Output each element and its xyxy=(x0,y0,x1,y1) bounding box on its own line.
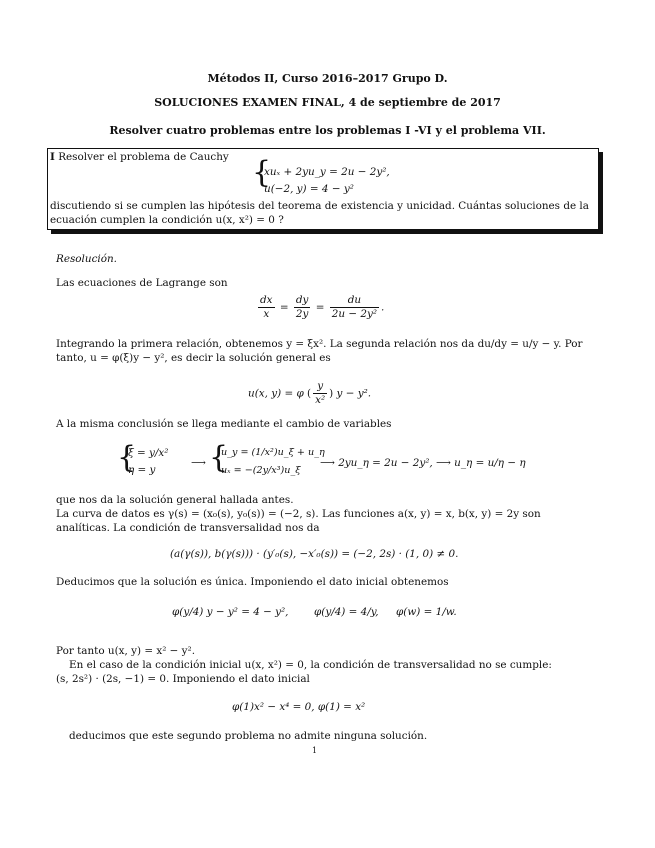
resolution-heading: Resolución. xyxy=(56,253,117,265)
problem-text-line-2: ecuación cumplen la condición u(x, x²) = 0 ? xyxy=(50,214,284,226)
unique-line: Deducimos que la solución es única. Imponiendo el dato inicial obtenemos xyxy=(56,576,449,588)
initial-equation-3: φ(w) = 1/w. xyxy=(396,606,457,618)
general-solution: u(x, y) = φ ( $\frac{y}{\text{x²}}$ ) y − y². xyxy=(248,380,372,406)
transversality-equation: (a(γ(s)), b(γ(s))) · (y′₀(s), −x′₀(s)) = (−2, 2s) · (1, 0) ≠ 0. xyxy=(170,548,459,560)
initial-equation-2: φ(y/4) = 4/y, xyxy=(314,606,379,618)
conclusion-line: deducimos que este segundo problema no admite ninguna solución. xyxy=(69,730,428,742)
lagrange-equations: $\frac{dx}{x}$ = $\frac{dy}{2y}$ = $\frac{du}{\text{2u − 2y²}}$ . xyxy=(260,294,385,320)
integrating-line-1: Integrando la primera relación, obtenemos y = ξx². La segunda relación nos da du/dy = u/y − y. Por xyxy=(56,338,583,350)
problem-intro: Resolver el problema de Cauchy xyxy=(58,151,229,163)
integrating-line-2: tanto, u = φ(ξ)y − y², es decir la solución general es xyxy=(56,352,331,364)
problem-number: I xyxy=(50,151,55,163)
second-case-line-1: En el caso de la condición inicial u(x, x²) = 0, la condición de transversalidad no se cumple: xyxy=(69,659,552,671)
cauchy-equation-1: xuₓ + 2yu_y = 2u − 2y², xyxy=(264,166,390,178)
change-intro: A la misma conclusión se llega mediante el cambio de variables xyxy=(56,418,392,430)
change-system-2a: u_y = (1/x²)u_ξ + u_η xyxy=(221,447,325,458)
curve-line-2: analíticas. La condición de transversalidad nos da xyxy=(56,522,320,534)
change-system-2b: uₓ = −(2y/x³)u_ξ xyxy=(221,465,301,476)
second-case-line-2: (s, 2s²) · (2s, −1) = 0. Imponiendo el dato inicial xyxy=(56,673,310,685)
change-brace-2: { xyxy=(209,440,229,475)
problem-statement-intro xyxy=(50,151,229,163)
document-title: Métodos II, Curso 2016–2017 Grupo D. xyxy=(207,72,448,85)
change-brace-1: { xyxy=(117,440,137,475)
problem-text-line-1: discutiendo si se cumplen las hipótesis del teorema de existencia y unicidad. Cuántas soluciones de la xyxy=(50,200,589,212)
change-result: ⟶ 2yu_η = 2u − 2y², ⟶ u_η = u/η − η xyxy=(320,457,526,469)
therefore-line: Por tanto u(x, y) = x² − y². xyxy=(56,645,196,657)
lagrange-intro: Las ecuaciones de Lagrange son xyxy=(56,277,228,289)
page-number: 1 xyxy=(312,746,318,755)
change-system-1a: ξ = y/x² xyxy=(128,447,169,459)
curve-line-1: La curva de datos es γ(s) = (x₀(s), y₀(s)) = (−2, s). Las funciones a(x, y) = x, b(x, y) = 2y son xyxy=(56,508,541,520)
general-again: que nos da la solución general hallada antes. xyxy=(56,494,294,506)
initial-equation-1: φ(y/4) y − y² = 4 − y², xyxy=(172,606,289,618)
exam-instructions: Resolver cuatro problemas entre los problemas I -VI y el problema VII. xyxy=(109,124,546,137)
cauchy-equation-2: u(−2, y) = 4 − y² xyxy=(264,183,354,195)
second-equation: φ(1)x² − x⁴ = 0, φ(1) = x² xyxy=(232,701,366,713)
arrow-icon: ⟶ xyxy=(191,457,206,469)
document-subtitle: SOLUCIONES EXAMEN FINAL, 4 de septiembre de 2017 xyxy=(154,96,501,109)
cauchy-brace: { xyxy=(252,155,272,190)
change-system-1b: η = y xyxy=(128,464,156,476)
